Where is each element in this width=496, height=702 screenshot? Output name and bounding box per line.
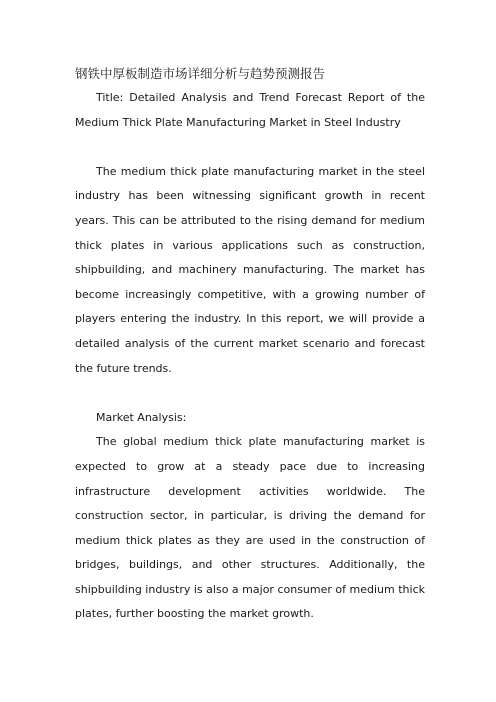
document-title-chinese: 钢铁中厚板制造市场详细分析与趋势预测报告: [75, 66, 326, 81]
intro-paragraph: The medium thick plate manufacturing market in the steel industry has been witnessing significant growth in recent years. This can be attributed to the rising demand for medium thick plates in various applications such as construction, shipbuilding, and machinery manufacturing. The market has become increasingly competitive, with a growing number of players entering the industry. In this report, we will provide a detailed analysis of the current market scenario and forecast the future trends.: [75, 164, 425, 375]
blank-line: [75, 135, 425, 160]
section-heading-market-analysis: Market Analysis:: [96, 410, 187, 424]
document-page: [75, 62, 425, 627]
document-title-english: Title: Detailed Analysis and Trend Forecast Report of the Medium Thick Plate Manufacturing Market in Steel Industry: [75, 91, 425, 129]
market-analysis-paragraph: The global medium thick plate manufacturing market is expected to grow at a steady pace due to increasing infrastructure development activities worldwide. The construction sector, in particular, is driving the demand for medium thick plates as they are used in the construction of bridges, buildings, and other structures. Additionally, the shipbuilding industry is also a major consumer of medium thick plates, further boosting the market growth.: [75, 435, 425, 621]
blank-line: [75, 381, 425, 406]
